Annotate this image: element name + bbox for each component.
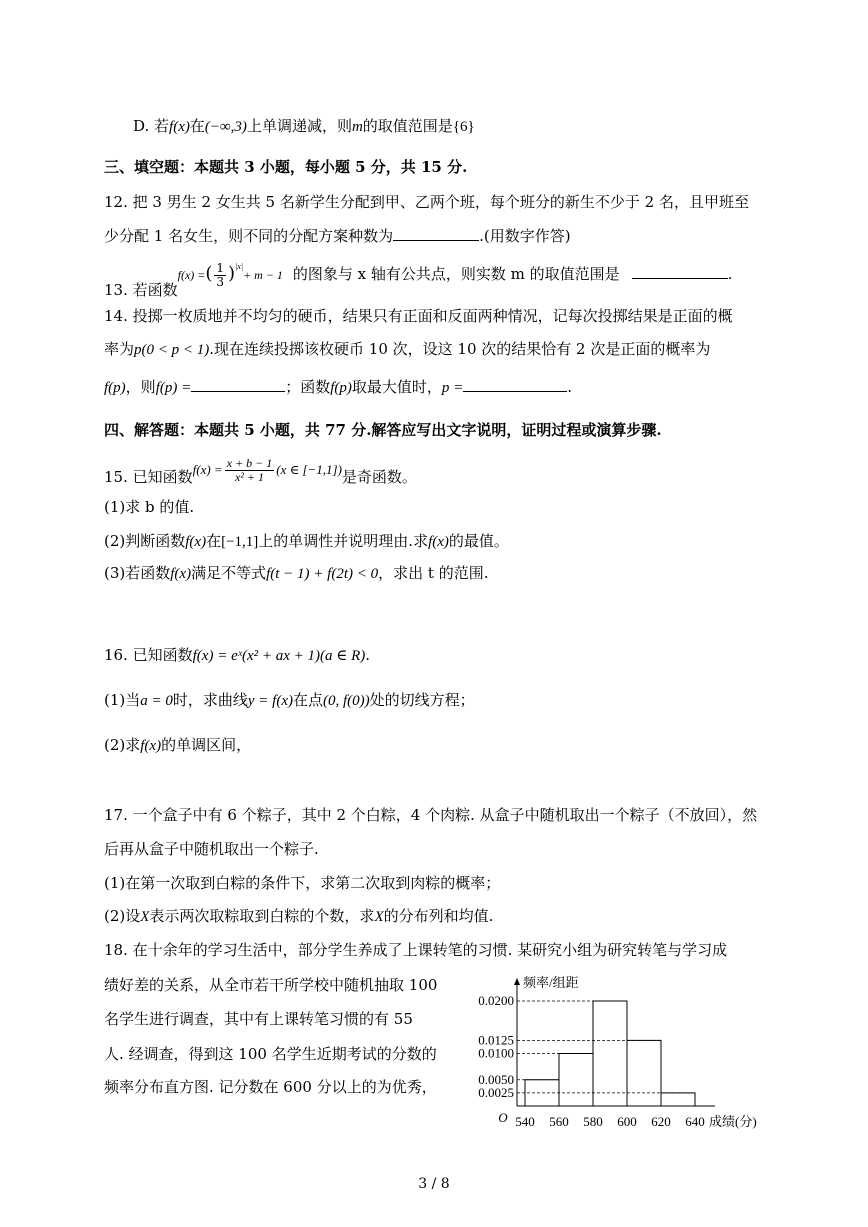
q16-prefix: 16. 已知函数 — [104, 646, 193, 664]
q15-stem — [104, 452, 417, 487]
hist-bar — [559, 1054, 593, 1107]
q15-fraction — [225, 457, 275, 484]
q13-num: 1 — [216, 260, 225, 275]
q14-fp: f(p) — [104, 380, 126, 396]
q14-line2b: .现在连续投掷该枚硬币 10 次，设这 10 次的结果恰有 2 次是正面的概率为 — [209, 340, 711, 358]
hist-bar — [661, 1093, 695, 1106]
q12-line1: 12. 把 3 男生 2 女生共 5 名新学生分配到甲、乙两个班，每个班分的新生不少于 2 名，且甲班至 — [104, 193, 749, 211]
q11d-tail: 的取值范围是 — [362, 117, 453, 135]
hist-y-axis-label: 频率/组距 — [523, 975, 579, 990]
q13-rparen: ) — [228, 263, 236, 284]
q16-part1 — [104, 690, 475, 711]
q17-p2c: 的分布列和均值. — [383, 907, 494, 925]
q15-p2fx: f(x) — [185, 534, 207, 550]
q17-part2 — [104, 906, 493, 927]
q15-part2 — [104, 531, 509, 552]
q13-exp: |x| — [235, 262, 244, 271]
q15-f: f(x) = — [192, 462, 223, 477]
q15-suffix: 是奇函数。 — [341, 468, 417, 486]
hist-y-arrow — [514, 978, 520, 985]
q16-part2 — [104, 735, 251, 756]
q15-p2d: 的最值。 — [448, 532, 509, 550]
q14-p: p = — [441, 380, 464, 396]
q11d-in: 在 — [189, 117, 205, 135]
hist-x-axis-label: 成绩(分) — [709, 1114, 757, 1129]
q13-lparen: ( — [205, 263, 213, 284]
q15-prefix: 15. 已知函数 — [104, 468, 193, 486]
q12-line2b: .(用数字作答) — [479, 227, 571, 245]
q16-p1curve: y = f(x) — [247, 693, 293, 709]
q17-p2a: (2)设 — [104, 907, 141, 925]
page-number: 3 / 8 — [418, 1176, 450, 1192]
hist-y-tick-label: 0.0125 — [478, 1032, 514, 1048]
q12-line2 — [104, 226, 571, 246]
q17-p2X2: X — [374, 909, 384, 925]
q18-line5: 频率分布直方图. 记分数在 600 分以上的为优秀， — [104, 1078, 437, 1096]
q15-num: x + b − 1 — [226, 455, 273, 470]
hist-bar — [593, 1001, 627, 1106]
q14-line3c: 取最大值时， — [351, 378, 442, 396]
q11d-after: 上单调递减，则 — [246, 117, 352, 135]
hist-x-tick-label: 640 — [685, 1114, 705, 1129]
hist-x-tick-label: 540 — [515, 1114, 535, 1129]
q18-line4: 人. 经调查，得到这 100 名学生近期考试的分数的 — [104, 1045, 437, 1063]
q11d-label: D. 若 — [133, 117, 170, 135]
q14-answer-blank-1 — [191, 377, 285, 392]
q13-prefix: 13. 若函数 — [104, 281, 178, 299]
q13-f: f(x) = — [177, 268, 206, 282]
q17-p2X: X — [140, 909, 150, 925]
q15-p3c: ，求出 t 的范围. — [378, 564, 489, 582]
q13-fraction — [214, 262, 226, 289]
q17-line1: 17. 一个盒子中有 6 个粽子，其中 2 个白粽，4 个肉粽. 从盒子中随机取出一个粽子（不放回），然 — [104, 806, 758, 824]
q16-p2a: (2)求 — [104, 736, 141, 754]
q13-end: . — [727, 265, 733, 283]
frequency-histogram — [460, 973, 757, 1133]
q11d-m: m — [351, 119, 363, 135]
q14-answer-blank-2 — [463, 377, 567, 392]
hist-y-tick-label: 0.0100 — [478, 1045, 514, 1061]
q17-part1: (1)在第一次取到白粽的条件下，求第二次取到肉粽的概率； — [104, 874, 501, 892]
q11d-set: {6} — [452, 119, 475, 135]
q15-domain: (x ∈ [−1,1]) — [276, 462, 342, 477]
q16-p1cond: a = 0 — [140, 693, 173, 709]
q15-p2c: 上的单调性并说明理由.求 — [258, 532, 429, 550]
q17-p2b: 表示两次取粽取到白粽的个数，求 — [149, 907, 375, 925]
q18-line2: 绩好差的关系，从全市若干所学校中随机抽取 100 — [104, 976, 438, 994]
q15-den: x² + 1 — [234, 469, 264, 484]
q14-line1: 14. 投掷一枚质地并不均匀的硬币，结果只有正面和反面两种情况，记每次投掷结果是正面的概 — [104, 307, 733, 325]
q15-p2b: 在 — [206, 532, 222, 550]
q15-p2a: (2)判断函数 — [104, 532, 186, 550]
q13-answer-blank — [632, 264, 728, 279]
q13 — [104, 257, 733, 299]
q15-p2int: [−1,1] — [221, 534, 259, 550]
hist-y-tick-label: 0.0025 — [478, 1084, 514, 1100]
q14-fp2: f(p) = — [155, 380, 192, 396]
q15-p2fx2: f(x) — [428, 534, 449, 550]
q15-p3ineq: f(t − 1) + f(2t) < 0 — [266, 566, 379, 582]
section-3-heading: 三、填空题：本题共 3 小题，每小题 5 分，共 15 分. — [104, 158, 468, 176]
q17-line2: 后再从盒子中随机取出一个粽子. — [104, 840, 319, 858]
q11-option-d — [133, 116, 475, 137]
q15-part3 — [104, 563, 488, 584]
q15-p3b: 满足不等式 — [191, 564, 267, 582]
hist-y-tick-label: 0.0200 — [478, 993, 514, 1008]
hist-x-tick-label: 620 — [651, 1114, 671, 1129]
q14-line2 — [104, 339, 710, 360]
q13-rest: + m − 1 — [243, 268, 283, 282]
q11d-interval: (−∞,3) — [204, 119, 247, 135]
q16-f: f(x) = eˣ(x² + ax + 1)(a ∈ R) — [192, 648, 366, 664]
q14-line3 — [104, 377, 572, 398]
q16-p2b: 的单调区间， — [161, 736, 252, 754]
q16-stem — [104, 645, 370, 666]
q11d-fx: f(x) — [169, 119, 190, 135]
q16-p1c: 在点 — [293, 691, 324, 709]
q14-line3b: ；函数 — [285, 378, 331, 396]
q14-line3a: ，则 — [125, 378, 156, 396]
q14-end: . — [567, 378, 573, 396]
q14-p-range: p(0 < p < 1) — [134, 342, 210, 358]
q12-line2a: 少分配 1 名女生，则不同的分配方案种数为 — [104, 227, 394, 245]
q15-p3fx: f(x) — [170, 566, 192, 582]
q16-p1b: 时，求曲线 — [172, 691, 248, 709]
q16-end: . — [365, 646, 371, 664]
q16-p2fx: f(x) — [140, 738, 162, 754]
section-4-heading: 四、解答题：本题共 5 小题，共 77 分.解答应写出文字说明，证明过程或演算步骤. — [104, 421, 662, 439]
hist-origin-label: O — [498, 1110, 508, 1125]
q16-p1d: 处的切线方程； — [369, 691, 475, 709]
hist-y-tick-label: 0.0050 — [478, 1071, 514, 1087]
q13-den: 3 — [216, 274, 225, 289]
hist-x-tick-label: 580 — [583, 1114, 603, 1129]
q18-line3: 名学生进行调查，其中有上课转笔习惯的有 55 — [104, 1010, 413, 1028]
hist-bar — [627, 1040, 661, 1106]
hist-x-tick-label: 600 — [617, 1114, 637, 1129]
q15-part1: (1)求 b 的值. — [104, 498, 195, 516]
q15-p3a: (3)若函数 — [104, 564, 171, 582]
q14-fp3: f(p) — [330, 380, 352, 396]
hist-x-tick-label: 560 — [549, 1114, 569, 1129]
q14-line2a: 率为 — [104, 340, 135, 358]
q16-p1a: (1)当 — [104, 691, 141, 709]
q18-line1: 18. 在十余年的学习生活中，部分学生养成了上课转笔的习惯. 某研究小组为研究转笔与学习成 — [104, 941, 728, 959]
q12-answer-blank — [393, 226, 479, 241]
q13-mid: 的图象与 x 轴有公共点，则实数 m 的取值范围是 — [292, 265, 620, 283]
q16-p1pt: (0, f(0)) — [323, 693, 370, 709]
